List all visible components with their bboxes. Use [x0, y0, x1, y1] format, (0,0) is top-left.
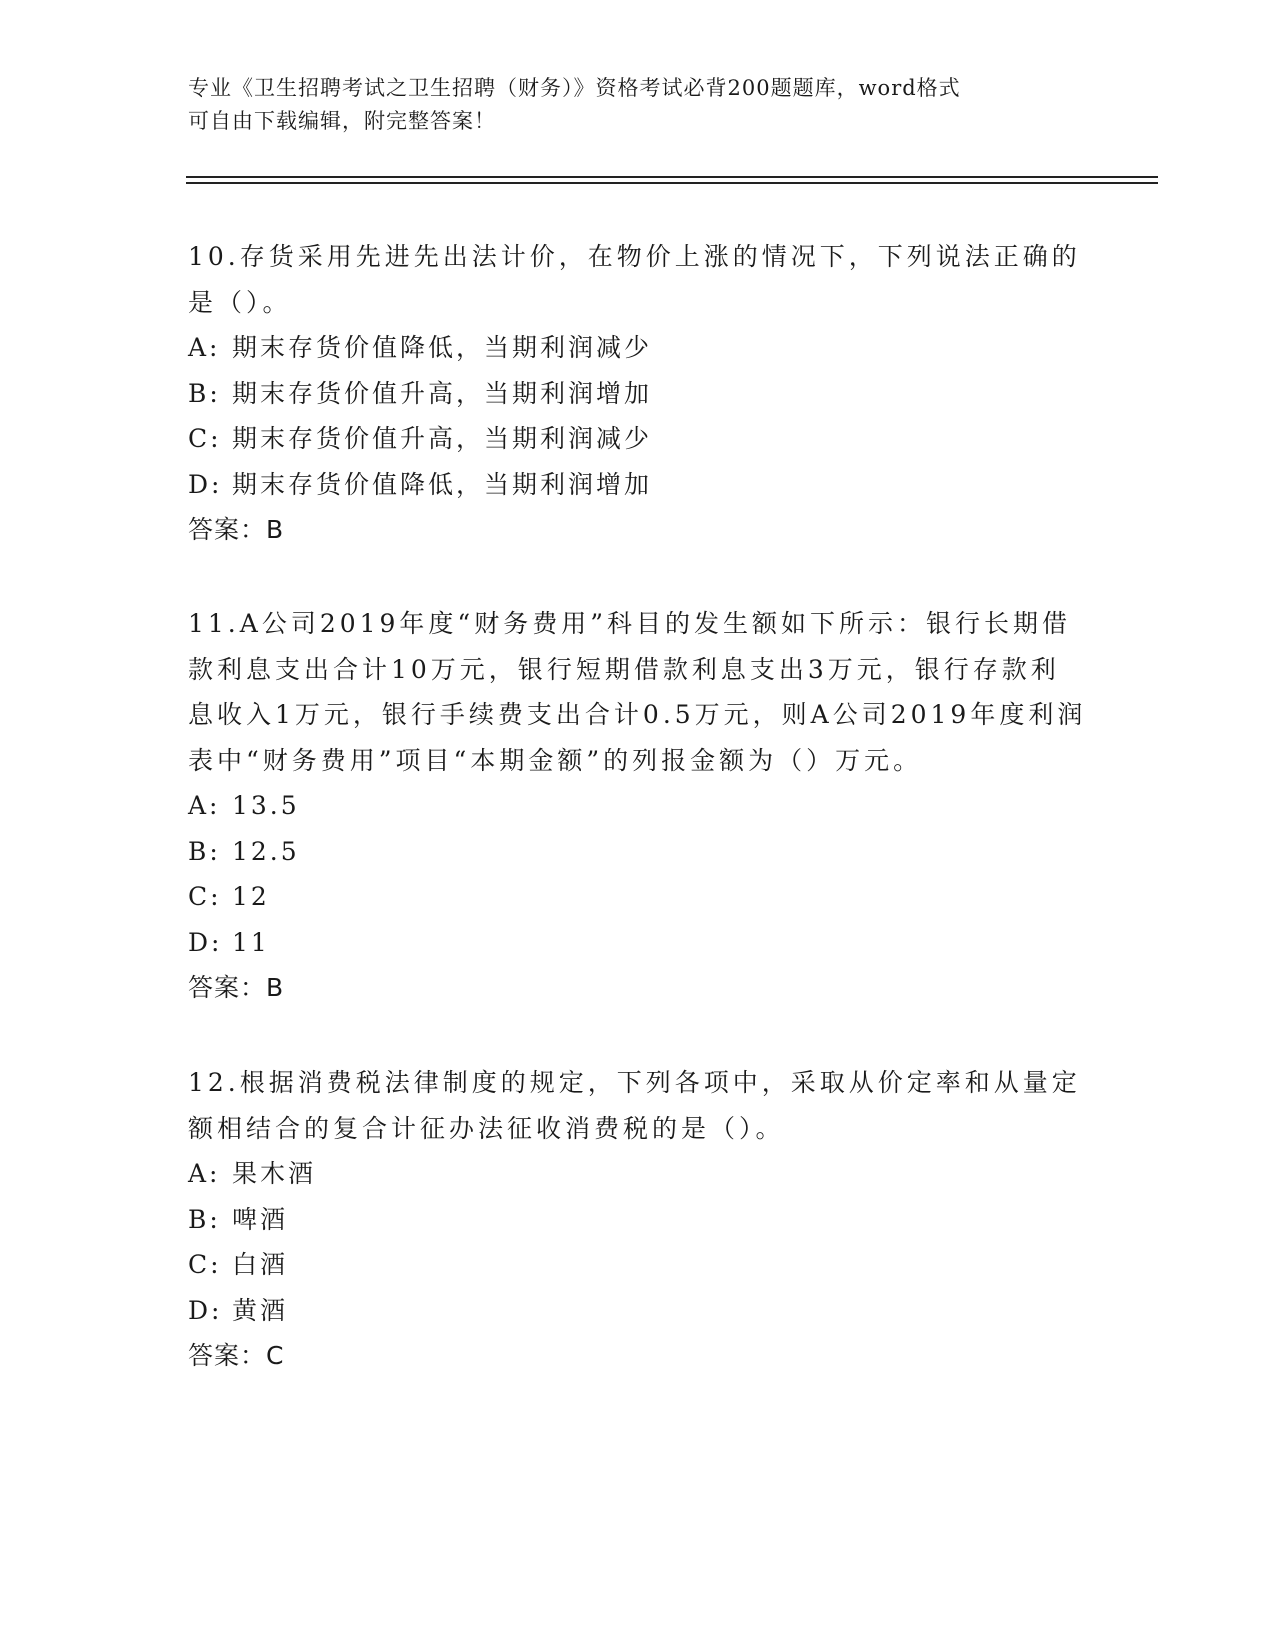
option-text: 期末存货价值降低，当期利润减少	[232, 333, 653, 362]
option-text: 黄酒	[232, 1295, 289, 1325]
option-letter: C:	[188, 424, 222, 453]
option-text: 12	[232, 882, 270, 911]
option-a	[188, 783, 1088, 829]
header-line-1: 专业《卫生招聘考试之卫生招聘（财务）》资格考试必背200题题库，word格式	[188, 76, 961, 100]
answer-line: 答案：B	[188, 515, 285, 544]
option-b	[188, 1197, 1088, 1243]
option-letter: B:	[188, 1204, 221, 1234]
option-c	[188, 416, 1088, 462]
question-stem: 10.存货采用先进先出法计价，在物价上涨的情况下，下列说法正确的是（）。	[188, 242, 1081, 317]
option-letter: D:	[188, 927, 223, 957]
option-d	[188, 920, 1088, 966]
option-b	[188, 829, 1088, 875]
header-divider-top	[186, 176, 1158, 178]
option-letter: D:	[188, 1295, 223, 1325]
question-11	[188, 601, 1088, 1011]
option-text: 期末存货价值升高，当期利润增加	[232, 378, 653, 408]
option-d	[188, 1288, 1088, 1334]
option-c	[188, 874, 1088, 920]
option-letter: B:	[188, 378, 221, 408]
question-stem: 12.根据消费税法律制度的规定，下列各项中，采取从价定率和从量定额相结合的复合计征办法征收消费税的是（）。	[188, 1068, 1081, 1143]
option-letter: C:	[188, 882, 222, 911]
option-letter: B:	[188, 836, 221, 866]
option-text: 白酒	[232, 1250, 289, 1279]
option-text: 12.5	[232, 836, 300, 866]
header-line-2: 可自由下载编辑，附完整答案！	[188, 109, 496, 133]
question-12	[188, 1060, 1088, 1379]
option-a	[188, 1151, 1088, 1197]
option-text: 11	[232, 927, 270, 957]
document-header	[188, 72, 1088, 138]
question-stem: 11.A公司2019年度“财务费用”科目的发生额如下所示：银行长期借款利息支出合计10万元，银行短期借款利息支出3万元，银行存款利息收入1万元，银行手续费支出合计0.5万元，则A公司2019年度利润表中“财务费用”项目“本期金额”的列报金额为（）万元。	[188, 609, 1087, 775]
option-text: 啤酒	[232, 1204, 289, 1234]
option-letter: A:	[188, 333, 221, 362]
option-d	[188, 462, 1088, 508]
answer-line: 答案：C	[188, 1341, 285, 1370]
option-b	[188, 371, 1088, 417]
option-letter: A:	[188, 791, 221, 820]
header-divider-bottom	[186, 182, 1158, 184]
option-letter: C:	[188, 1250, 222, 1279]
option-text: 期末存货价值降低，当期利润增加	[232, 469, 653, 499]
option-c	[188, 1242, 1088, 1288]
option-a	[188, 325, 1088, 371]
option-text: 果木酒	[232, 1159, 317, 1188]
option-text: 13.5	[232, 791, 300, 820]
question-10	[188, 234, 1088, 553]
option-letter: A:	[188, 1159, 221, 1188]
option-letter: D:	[188, 469, 223, 499]
answer-line: 答案：B	[188, 973, 285, 1002]
option-text: 期末存货价值升高，当期利润减少	[232, 424, 653, 453]
